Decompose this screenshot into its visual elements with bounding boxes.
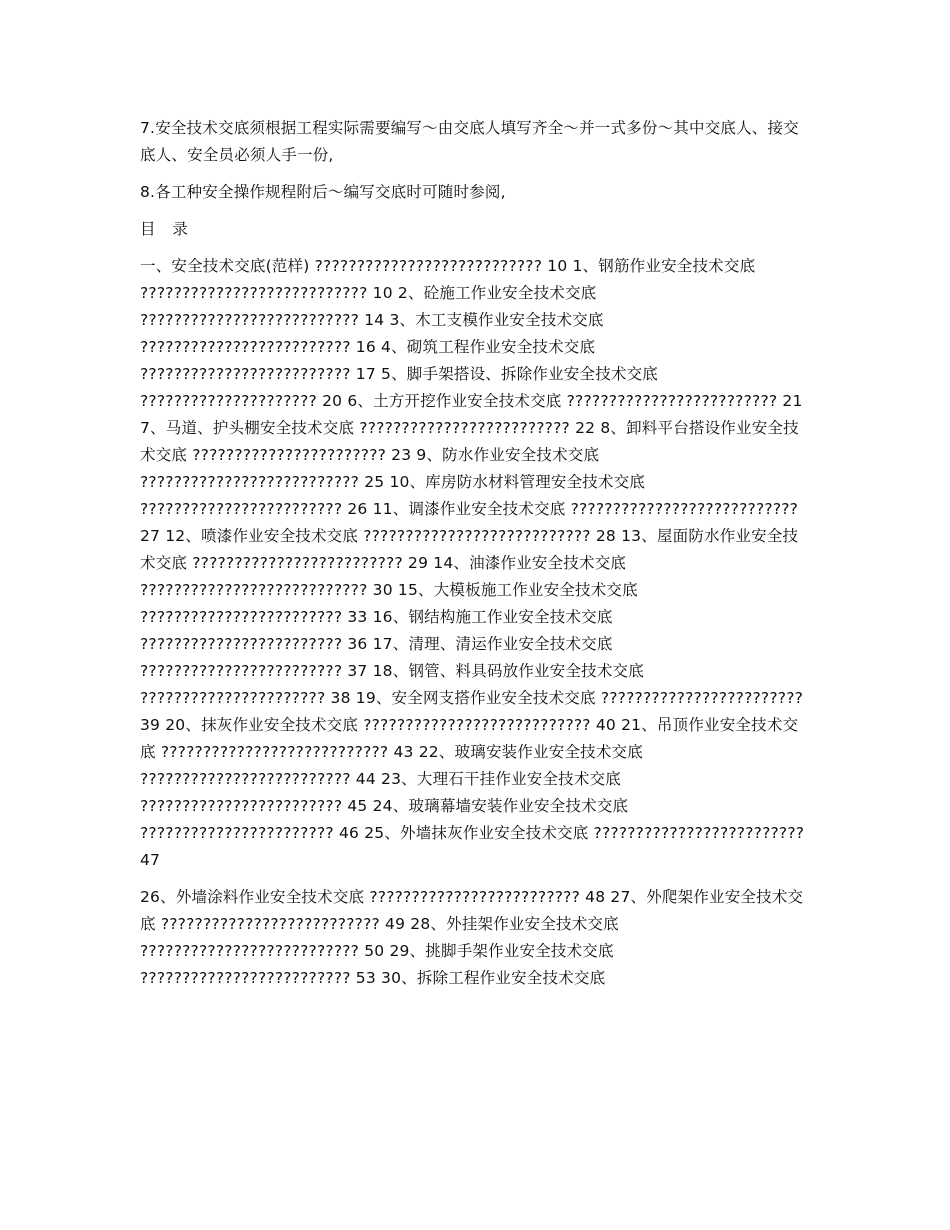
toc-block-2: 26、外墙涂料作业安全技术交底 ????????????????????????? 48 27、外爬架作业安全技术交底 ?????????????????????????? 49 28、外挂架作业安全技术交底 ?????????????????????????? 50 29、挑脚手架作业安全技术交底 ????????????????????????? 53 30、拆除工程作业安全技术交底	[140, 888, 804, 987]
toc-heading: 目 录	[140, 220, 194, 238]
paragraph-item-7: 7.安全技术交底须根据工程实际需要编写～由交底人填写齐全～并一式多份～其中交底人、接交底人、安全员必须人手一份,	[140, 119, 799, 164]
paragraph-item-8: 8.各工种安全操作规程附后～编写交底时可随时参阅,	[140, 183, 506, 201]
document-page	[140, 115, 810, 992]
toc-block-1: 一、安全技术交底(范样) ??????????????????????????? 10 1、钢筋作业安全技术交底 ??????????????????????????? 10 2、砼施工作业安全技术交底 ?????????????????????????? 14 3、木工支模作业安全技术交底 ????????????????????????? 16 4、砌筑工程作业安全技术交底 ????????????????????????? 17 5、脚手架搭设、拆除作业安全技术交底 ????????????????????? 20 6、土方开挖作业安全技术交底 ????????????????????????? 21 7、马道、护头棚安全技术交底 ????????????????????????? 22 8、卸料平台搭设作业安全技术交底 ??????????????????????? 23 9、防水作业安全技术交底 ?????????????????????????? 25 10、库房防水材料管理安全技术交底 ???????????????????????? 26 11、调漆作业安全技术交底 ??????????????????????????? 27 12、喷漆作业安全技术交底 ??????????????????????????? 28 13、屋面防水作业安全技术交底 ????????????????????????? 29 14、油漆作业安全技术交底 ??????????????????????????? 30 15、大模板施工作业安全技术交底 ???????????????????????? 33 16、钢结构施工作业安全技术交底 ???????????????????????? 36 17、清理、清运作业安全技术交底 ???????????????????????? 37 18、钢管、料具码放作业安全技术交底 ?????????????????????? 38 19、安全网支搭作业安全技术交底 ???????????????????????? 39 20、抹灰作业安全技术交底 ??????????????????????????? 40 21、吊顶作业安全技术交底 ??????????????????????????? 43 22、玻璃安装作业安全技术交底 ????????????????????????? 44 23、大理石干挂作业安全技术交底 ???????????????????????? 45 24、玻璃幕墙安装作业安全技术交底 ??????????????????????? 46 25、外墙抹灰作业安全技术交底 ????????????????????????? 47	[140, 257, 805, 869]
